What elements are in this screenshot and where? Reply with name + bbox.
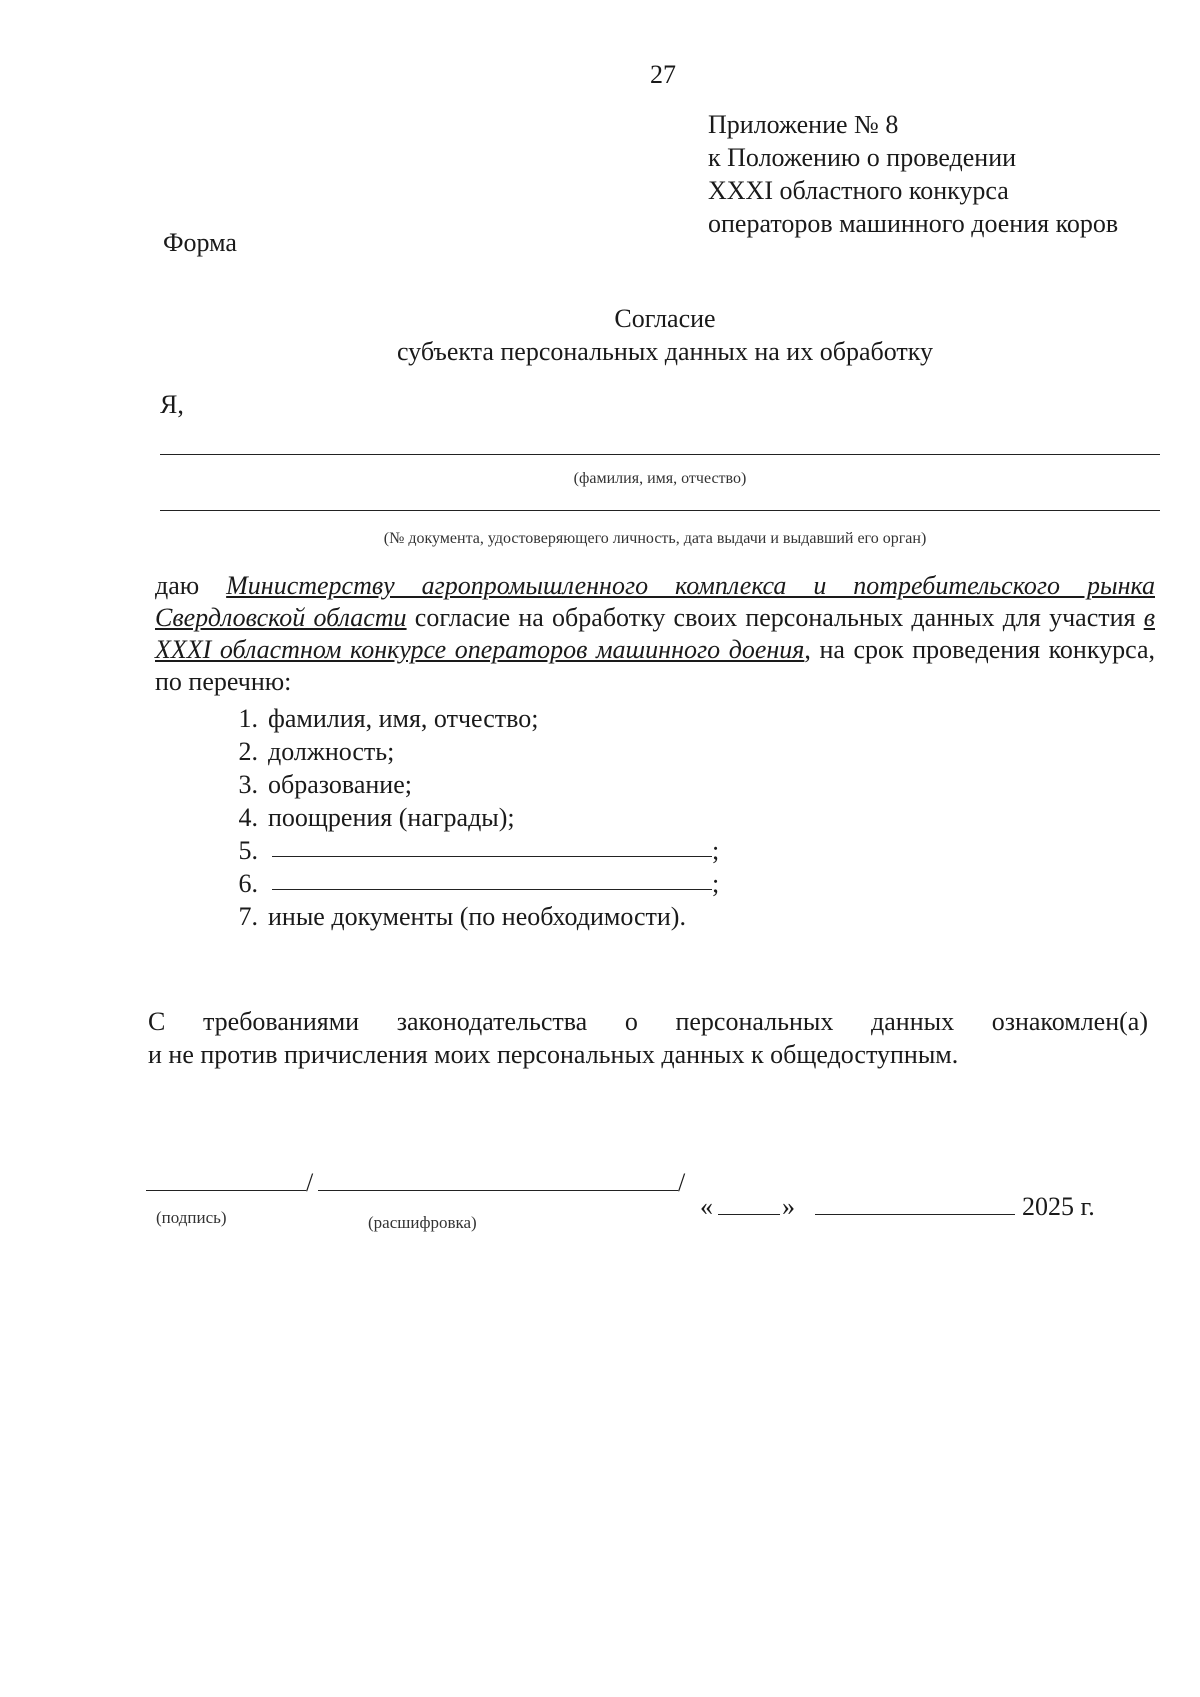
consent-mid: согласие на обработку своих персональных данных для участия xyxy=(406,603,1144,632)
blank-field xyxy=(272,867,712,890)
list-item xyxy=(220,834,719,867)
year-label: 2025 г. xyxy=(1022,1192,1095,1221)
list-item-text: ; xyxy=(712,869,720,898)
data-list xyxy=(220,702,719,933)
appendix-line-4: операторов машинного доения коров xyxy=(708,209,1119,238)
acknowledgement-line-2: и не против причисления моих персональных данных к общедоступным. xyxy=(148,1040,959,1069)
signature-slash: / xyxy=(306,1168,314,1197)
acknowledgement-line-1: С требованиями законодательства о персональных данных ознакомлен(а) xyxy=(148,1007,1148,1036)
signature-line xyxy=(146,1190,306,1191)
list-item-text: поощрения (награды); xyxy=(268,803,515,832)
title-line-2: субъекта персональных данных на их обработку xyxy=(396,337,934,366)
list-item xyxy=(220,735,719,768)
page-number: 27 xyxy=(650,60,676,89)
decoding-slash: / xyxy=(678,1168,686,1197)
list-item-text: фамилия, имя, отчество; xyxy=(268,704,539,733)
list-item-text: должность; xyxy=(268,737,395,766)
appendix-header xyxy=(708,108,1118,240)
list-item-number: 7. xyxy=(238,902,258,931)
list-item-number: 3. xyxy=(238,770,258,799)
list-item xyxy=(220,900,719,933)
form-label: Форма xyxy=(163,228,237,257)
day-line xyxy=(718,1214,780,1215)
list-item-number: 2. xyxy=(238,737,258,766)
document-caption: (№ документа, удостоверяющего личность, дата выдачи и выдавший его орган) xyxy=(383,530,927,547)
list-item-number: 5. xyxy=(238,836,258,865)
consent-paragraph xyxy=(155,570,1155,698)
ministry-name: Министерству агропромышленного комплекса и потребительского рынка Свердловской области xyxy=(155,571,1155,632)
list-item xyxy=(220,702,719,735)
appendix-line-2: к Положению о проведении xyxy=(708,143,1017,172)
consent-lead: даю xyxy=(155,571,227,600)
list-item-text: ; xyxy=(712,836,720,865)
list-item-number: 1. xyxy=(238,704,258,733)
list-item-text: иные документы (по необходимости). xyxy=(268,902,686,931)
acknowledgement-paragraph xyxy=(148,1005,1148,1071)
blank-field xyxy=(272,834,712,857)
list-item xyxy=(220,867,719,900)
appendix-line-1: Приложение № 8 xyxy=(708,110,899,139)
list-item-number: 4. xyxy=(238,803,258,832)
title-line-1: Согласие xyxy=(614,304,716,333)
decoding-line xyxy=(318,1190,678,1191)
ya-label: Я, xyxy=(160,390,184,419)
fio-line xyxy=(160,454,1160,455)
list-item xyxy=(220,768,719,801)
appendix-line-3: XXXI областного конкурса xyxy=(708,176,1009,205)
fio-caption: (фамилия, имя, отчество) xyxy=(573,470,747,487)
month-line xyxy=(815,1214,1015,1215)
signature-caption: (подпись) xyxy=(156,1208,227,1227)
date-open-quote: « xyxy=(700,1192,713,1221)
list-item-text: образование; xyxy=(268,770,412,799)
list-item xyxy=(220,801,719,834)
decoding-caption: (расшифровка) xyxy=(368,1213,477,1232)
document-title xyxy=(0,302,1200,368)
list-item-number: 6. xyxy=(238,869,258,898)
consent-tail: , на срок проведения конкурса, по перечню: xyxy=(155,635,1155,696)
document-line xyxy=(160,510,1160,511)
date-close-quote: » xyxy=(782,1192,795,1221)
purpose-text: в XXXI областном конкурсе операторов машинного доения xyxy=(155,603,1155,664)
